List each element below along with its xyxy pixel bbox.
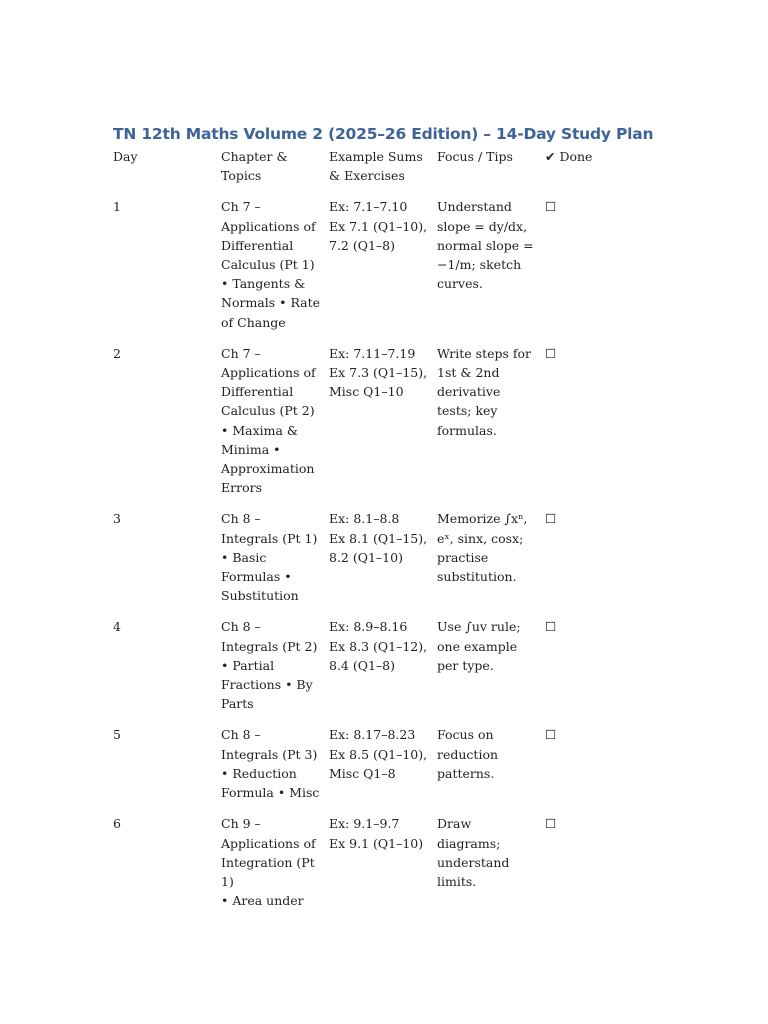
done-checkbox[interactable]: ☐ (545, 511, 557, 527)
chapter-title: Ch 8 – Integrals (Pt 2) (221, 619, 318, 654)
header-done: ✔ Done (545, 149, 593, 164)
examples-cell (325, 725, 433, 814)
done-checkbox[interactable]: ☐ (545, 199, 557, 215)
examples-cell (325, 344, 433, 510)
chapter-cell (217, 509, 325, 617)
day-cell: 1 (113, 199, 121, 215)
exercise-list: Ex 7.1 (Q1–10), 7.2 (Q1–8) (329, 218, 428, 253)
study-plan-table (109, 147, 629, 922)
header-focus-tips: Focus / Tips (437, 149, 513, 164)
chapter-cell (217, 725, 325, 814)
table-row (109, 197, 629, 343)
table-row (109, 509, 629, 617)
focus-cell: Focus on reduction patterns. (437, 727, 499, 781)
day-cell: 5 (113, 727, 121, 743)
table-row (109, 617, 629, 725)
examples-cell (325, 617, 433, 725)
header-chapter-topics: Chapter & Topics (221, 149, 288, 184)
day-cell: 4 (113, 619, 121, 635)
focus-cell: Use ∫uv rule; one example per type. (437, 619, 521, 673)
chapter-cell (217, 814, 325, 922)
example-range: Ex: 7.11–7.19 (329, 345, 416, 361)
day-cell: 2 (113, 345, 121, 361)
chapter-title: Ch 7 – Applications of Differential Calculus (Pt 2) (221, 345, 316, 419)
exercise-list: Ex 8.5 (Q1–10), Misc Q1–8 (329, 746, 428, 781)
chapter-cell (217, 617, 325, 725)
table-header-row (109, 147, 629, 197)
done-checkbox[interactable]: ☐ (545, 816, 557, 832)
table-row (109, 814, 629, 922)
example-range: Ex: 8.9–8.16 (329, 619, 408, 635)
document-title: TN 12th Maths Volume 2 (2025–26 Edition) – 14-Day Study Plan (113, 125, 654, 143)
exercise-list: Ex 7.3 (Q1–15), Misc Q1–10 (329, 365, 428, 400)
chapter-title: Ch 8 – Integrals (Pt 1) (221, 511, 318, 546)
chapter-title: Ch 9 – Applications of Integration (Pt 1) (221, 816, 316, 889)
chapter-topics: • Area under (221, 893, 304, 909)
focus-cell: Draw diagrams; understand limits. (437, 816, 510, 889)
focus-cell: Memorize ∫xⁿ, eˣ, sinx, cosx; practise substitution. (437, 511, 528, 585)
examples-cell (325, 197, 433, 343)
done-checkbox[interactable]: ☐ (545, 345, 557, 361)
done-checkbox[interactable]: ☐ (545, 619, 557, 635)
example-range: Ex: 8.1–8.8 (329, 511, 400, 527)
chapter-topics: • Maxima & Minima • Approximation Errors (221, 422, 315, 496)
header-day: Day (113, 149, 138, 164)
chapter-title: Ch 8 – Integrals (Pt 3) (221, 727, 318, 762)
done-checkbox[interactable]: ☐ (545, 727, 557, 743)
exercise-list: Ex 9.1 (Q1–10) (329, 835, 424, 851)
day-cell: 3 (113, 511, 121, 527)
header-example-sums: Example Sums & Exercises (329, 149, 423, 184)
chapter-topics: • Reduction Formula • Misc (221, 765, 320, 801)
example-range: Ex: 9.1–9.7 (329, 816, 400, 832)
examples-cell (325, 509, 433, 617)
exercise-list: Ex 8.1 (Q1–15), 8.2 (Q1–10) (329, 530, 428, 565)
chapter-cell (217, 197, 325, 343)
focus-cell: Understand slope = dy/dx, normal slope = −1/m; sketch curves. (437, 199, 534, 292)
table-row (109, 344, 629, 510)
example-range: Ex: 8.17–8.23 (329, 727, 416, 743)
chapter-topics: • Tangents & Normals • Rate of Change (221, 276, 321, 330)
chapter-topics: • Partial Fractions • By Parts (221, 657, 313, 712)
table-row (109, 725, 629, 814)
chapter-title: Ch 7 – Applications of Differential Calculus (Pt 1) (221, 199, 316, 273)
focus-cell: Write steps for 1st & 2nd derivative tests; key formulas. (437, 345, 532, 438)
examples-cell (325, 814, 433, 922)
exercise-list: Ex 8.3 (Q1–12), 8.4 (Q1–8) (329, 638, 428, 673)
example-range: Ex: 7.1–7.10 (329, 199, 408, 215)
chapter-topics: • Basic Formulas • Substitution (221, 549, 299, 604)
chapter-cell (217, 344, 325, 510)
day-cell: 6 (113, 816, 121, 832)
